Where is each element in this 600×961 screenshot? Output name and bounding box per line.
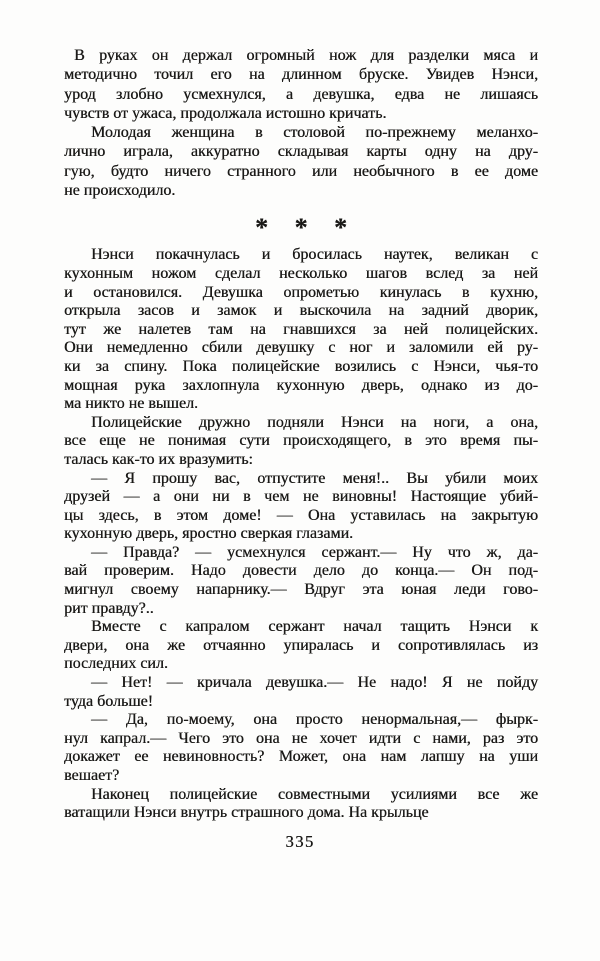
text-line: мощная рука захлопнула кухонную дверь, однако из до-: [64, 376, 538, 394]
text-line: и остановился. Девушка опрометью кинулась в кухню,: [64, 283, 538, 301]
text-line: В руках он держал огромный нож для разделки мяса и: [74, 47, 538, 64]
text-line: ки за спину. Пока полицейские возились с Нэнси, чья-то: [64, 357, 538, 375]
paragraph: [64, 618, 538, 674]
text-line: кухонным ножом сделал несколько шагов вслед за ней: [64, 264, 538, 282]
text-line: — Я прошу вас, отпустите меня!.. Вы убили моих: [91, 469, 538, 487]
text-line: друзей — а они ни в чем не виновны! Настоящие убий-: [64, 488, 538, 506]
text-line: чувств от ужаса, продолжала истошно кричать.: [64, 104, 387, 122]
paragraph: [64, 414, 538, 470]
text-line: ватащили Нэнси внутрь страшного дома. На крыльце: [64, 804, 429, 822]
paragraph: [64, 674, 538, 711]
text-line: туда больше!: [64, 692, 153, 710]
text-line: рит правду?..: [64, 599, 154, 617]
text-line: Наконец полицейские совместными усилиями все же: [91, 785, 538, 803]
text-line: лично играла, аккуратно складывая карты одну на дру-: [64, 143, 538, 161]
text-line: цы здесь, в этом доме! — Она уставилась на закрытую: [64, 506, 538, 524]
text-line: талась как-то их вразумить:: [64, 450, 253, 468]
text-line: Нэнси покачнулась и бросилась наутек, великан с: [91, 246, 538, 264]
asterisk-separator-icon: * * *: [255, 213, 355, 243]
paragraph: [64, 246, 538, 413]
text-line: все еще не понимая сути происходящего, в это время пы-: [64, 432, 538, 450]
paragraph: [64, 470, 538, 544]
section-after-break: [64, 246, 538, 822]
section-before-break: [64, 46, 538, 200]
text-line: не происходило.: [64, 182, 176, 200]
text-line: нул капрал.— Чего это она не хочет идти с нами, раз это: [64, 729, 538, 747]
paragraph: [64, 46, 538, 123]
text-line: урод злобно усмехнулся, а девушка, едва не лишаясь: [64, 85, 538, 103]
text-line: — Правда? — усмехнулся сержант.— Ну что ж, да-: [91, 543, 538, 561]
paragraph: [64, 544, 538, 618]
text-line: — Нет! — кричала девушка.— Не надо! Я не пойду: [91, 674, 538, 692]
paragraph: [64, 711, 538, 785]
paragraph: [64, 786, 538, 823]
text-line: — Да, по-моему, она просто ненормальная,— фырк-: [91, 711, 538, 729]
text-line: докажет ее невиновность? Может, она нам лапшу на уши: [64, 748, 538, 766]
text-line: тут же налетев там на гнавшихся за ней полицейских.: [64, 320, 538, 338]
text-line: Они немедленно сбили девушку с ног и заломили ей ру-: [64, 339, 538, 357]
text-line: Вместе с капралом сержант начал тащить Нэнси к: [91, 618, 538, 636]
text-line: ма никто не вышел.: [64, 395, 198, 413]
text-line: Молодая женщина в столовой по-прежнему меланхо-: [91, 124, 538, 142]
text-line: методично точил его на длинном бруске. Увидев Нэнси,: [64, 66, 538, 84]
text-line: вай проверим. Надо довести дело до конца.— Он под-: [64, 562, 538, 580]
text-line: двери, она же отчаянно упиралась и сопротивлялась из: [64, 636, 538, 654]
page-number: 335: [285, 832, 315, 851]
text-line: гую, будто ничего странного или необычного в ее доме: [64, 162, 538, 180]
text-line: мигнул своему напарнику.— Вдруг эта юная леди гово-: [64, 581, 538, 599]
section-separator: [64, 200, 538, 246]
text-line: вешает?: [64, 767, 120, 784]
text-line: Полицейские дружно подняли Нэнси на ноги, а она,: [91, 413, 538, 431]
text-line: последних сил.: [64, 655, 168, 673]
text-line: открыла засов и замок и выскочила на задний дворик,: [64, 302, 538, 320]
paragraph: [64, 123, 538, 200]
text-line: кухонную дверь, яростно сверкая глазами.: [64, 525, 354, 543]
text-column: [64, 46, 538, 823]
